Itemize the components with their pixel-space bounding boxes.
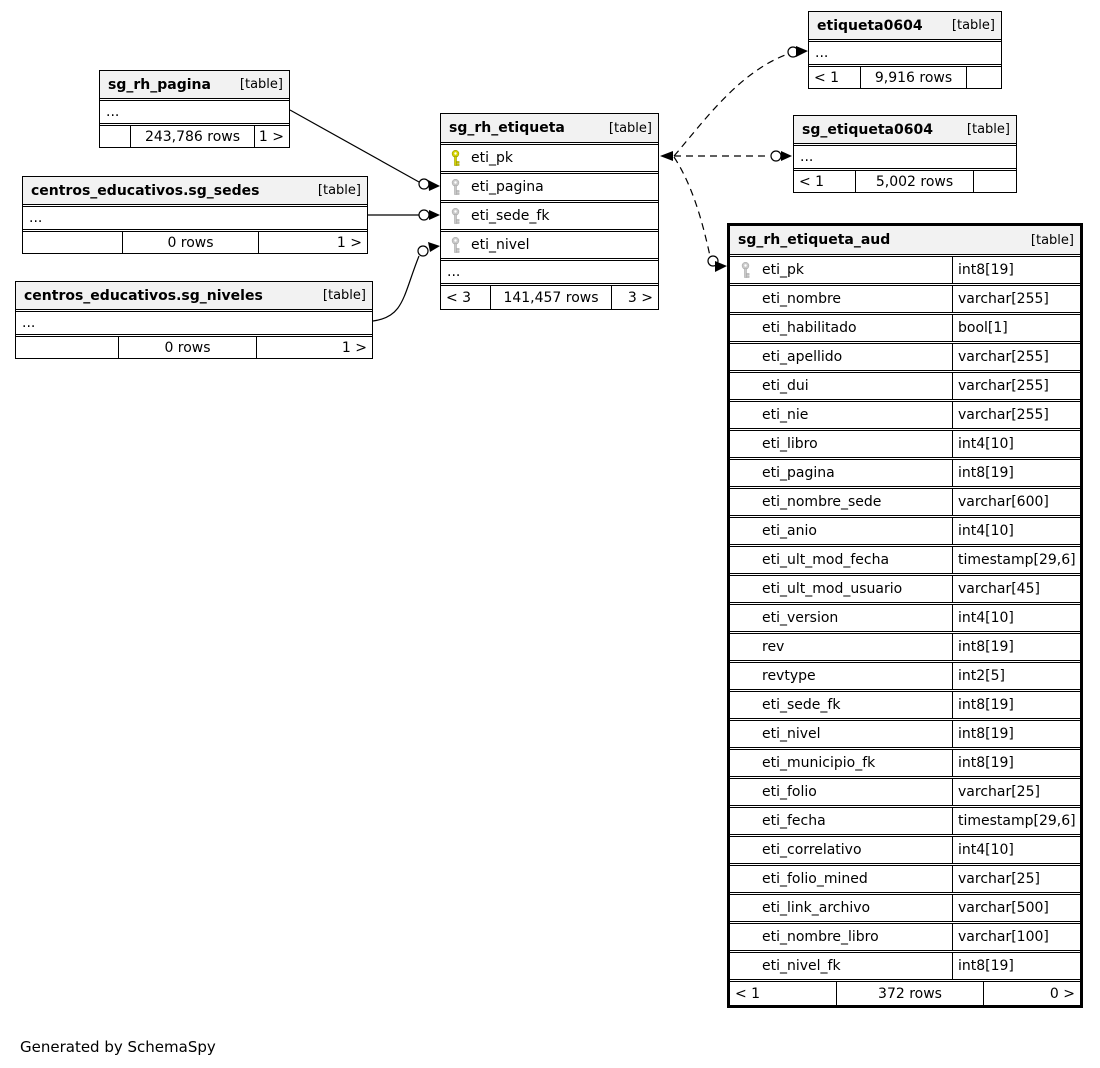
column-type: int8[19] (952, 634, 1080, 660)
footer-rowcount: 243,786 rows (130, 126, 254, 147)
column-type: int4[10] (952, 431, 1080, 457)
column-row[interactable] (730, 312, 1080, 341)
footer-parents: < 1 (735, 985, 761, 1002)
footer-parents: < 1 (799, 173, 825, 190)
table-header[interactable] (16, 282, 372, 309)
column-row[interactable] (441, 229, 658, 258)
table-header[interactable] (441, 114, 658, 142)
column-type: int8[19] (952, 460, 1080, 486)
column-name: eti_pk (471, 150, 513, 166)
column-name: rev (762, 639, 785, 655)
column-type: int8[19] (952, 692, 1080, 718)
table-title: sg_rh_etiqueta_aud (738, 232, 891, 248)
table-header[interactable] (794, 116, 1016, 143)
column-name: revtype (762, 668, 816, 684)
column-name-cell (730, 257, 952, 283)
column-row[interactable] (730, 515, 1080, 544)
column-name: eti_dui (762, 378, 809, 394)
column-row[interactable] (730, 254, 1080, 283)
column-type: timestamp[29,6] (952, 808, 1080, 834)
columns-ellipsis: ... (794, 143, 1016, 168)
column-row[interactable] (730, 805, 1080, 834)
table-node-sg_niveles[interactable] (15, 281, 373, 359)
footer-parents (16, 337, 118, 358)
column-type: varchar[255] (952, 286, 1080, 312)
table-title: sg_rh_pagina (108, 76, 211, 93)
column-row[interactable] (730, 921, 1080, 950)
table-footer (809, 64, 1001, 88)
footer-rowcount: 5,002 rows (855, 171, 973, 192)
column-name: eti_nie (762, 407, 809, 423)
column-name: eti_nivel_fk (762, 958, 841, 974)
column-type: int2[5] (952, 663, 1080, 689)
column-type: varchar[255] (952, 373, 1080, 399)
column-name: eti_nombre_libro (762, 929, 879, 945)
foreign-key-icon (450, 179, 461, 196)
column-row[interactable] (730, 283, 1080, 312)
arrowhead-icon (715, 261, 727, 272)
relation-sedes-etiqueta (368, 210, 440, 220)
footer-parents (23, 232, 122, 253)
columns-ellipsis: ... (16, 309, 372, 334)
table-title: sg_etiqueta0604 (802, 121, 933, 138)
table-header[interactable] (809, 12, 1001, 39)
column-name: eti_pk (762, 262, 804, 278)
arrowhead-icon (428, 180, 440, 191)
column-row[interactable] (730, 370, 1080, 399)
table-badge: [table] (322, 288, 366, 303)
arrowhead-icon (781, 151, 792, 161)
footer-children (966, 67, 1001, 88)
table-node-sg_rh_pagina[interactable] (99, 70, 290, 148)
column-name: eti_nombre_sede (762, 494, 882, 510)
column-name: eti_link_archivo (762, 900, 871, 916)
footer-children: 3 > (611, 286, 658, 309)
column-row[interactable] (730, 689, 1080, 718)
table-footer (441, 283, 658, 309)
footer-children: 1 > (254, 126, 289, 147)
column-row[interactable] (730, 892, 1080, 921)
table-header[interactable] (100, 71, 289, 98)
columns-ellipsis: ... (809, 39, 1001, 64)
cardinality-circle (419, 210, 429, 220)
footer-parents: < 3 (446, 289, 472, 306)
arrowhead-icon (796, 46, 808, 57)
column-row[interactable] (730, 544, 1080, 573)
column-row[interactable] (730, 341, 1080, 370)
columns-ellipsis: ... (23, 204, 367, 229)
column-row[interactable] (730, 718, 1080, 747)
footer-rowcount: 141,457 rows (490, 286, 611, 309)
column-type: varchar[25] (952, 866, 1080, 892)
table-footer (16, 334, 372, 358)
column-type: varchar[255] (952, 344, 1080, 370)
column-type: int8[19] (952, 257, 1080, 283)
column-row[interactable] (441, 200, 658, 229)
column-type: int8[19] (952, 953, 1080, 979)
column-type: int4[10] (952, 837, 1080, 863)
column-name: eti_ult_mod_fecha (762, 552, 890, 568)
table-badge: [table] (239, 77, 283, 92)
relation-niveles-etiqueta (373, 242, 440, 321)
table-badge: [table] (608, 120, 652, 136)
footer-children: 0 > (983, 982, 1080, 1005)
column-row[interactable] (730, 602, 1080, 631)
table-title: etiqueta0604 (817, 17, 923, 34)
columns-ellipsis: ... (441, 258, 658, 283)
table-node-sg_etiqueta0604[interactable] (793, 115, 1017, 193)
footer-children: 1 > (258, 232, 367, 253)
footer-rowcount: 9,916 rows (860, 67, 966, 88)
footer-rowcount: 372 rows (836, 982, 983, 1005)
column-name: eti_version (762, 610, 839, 626)
footer-children: 1 > (256, 337, 372, 358)
column-row[interactable] (730, 399, 1080, 428)
table-title: centros_educativos.sg_niveles (24, 287, 263, 304)
table-badge: [table] (1030, 232, 1074, 248)
column-name: eti_fecha (762, 813, 826, 829)
column-type: varchar[600] (952, 489, 1080, 515)
column-type: int4[10] (952, 518, 1080, 544)
cardinality-circle (418, 246, 428, 256)
column-name: eti_nivel (762, 726, 821, 742)
column-row[interactable] (730, 428, 1080, 457)
column-row[interactable] (441, 142, 658, 171)
primary-key-icon (450, 150, 461, 167)
column-name: eti_folio (762, 784, 817, 800)
table-node-sg_sedes[interactable] (22, 176, 368, 254)
generated-by-note: Generated by SchemaSpy (20, 1038, 216, 1056)
table-badge: [table] (966, 122, 1010, 137)
column-row[interactable] (730, 950, 1080, 979)
column-row[interactable] (730, 486, 1080, 515)
column-row[interactable] (730, 834, 1080, 863)
table-footer (100, 123, 289, 147)
arrowhead-icon (660, 151, 673, 161)
column-type: bool[1] (952, 315, 1080, 341)
column-name: eti_pagina (471, 179, 544, 195)
column-name: eti_habilitado (762, 320, 857, 336)
column-row[interactable] (730, 863, 1080, 892)
column-name: eti_correlativo (762, 842, 862, 858)
table-header[interactable] (23, 177, 367, 204)
column-type: varchar[45] (952, 576, 1080, 602)
table-footer (730, 979, 1080, 1005)
column-row[interactable] (441, 171, 658, 200)
footer-parents (100, 126, 130, 147)
column-name: eti_anio (762, 523, 817, 539)
cardinality-circle (419, 179, 429, 189)
foreign-key-icon (740, 262, 751, 279)
column-name: eti_pagina (762, 465, 835, 481)
table-footer (794, 168, 1016, 192)
column-type: varchar[100] (952, 924, 1080, 950)
column-name: eti_sede_fk (471, 208, 550, 224)
column-row[interactable] (730, 631, 1080, 660)
table-title: centros_educativos.sg_sedes (31, 182, 260, 199)
column-name: eti_municipio_fk (762, 755, 876, 771)
table-title: sg_rh_etiqueta (449, 120, 565, 136)
column-type: varchar[500] (952, 895, 1080, 921)
columns-ellipsis: ... (100, 98, 289, 123)
arrowhead-icon (429, 210, 440, 220)
table-header[interactable] (730, 226, 1080, 254)
table-node-sg_rh_etiqueta[interactable] (440, 113, 659, 310)
column-type: timestamp[29,6] (952, 547, 1080, 573)
column-name: eti_apellido (762, 349, 843, 365)
column-name: eti_sede_fk (762, 697, 841, 713)
arrowhead-icon (428, 242, 440, 252)
column-row[interactable] (730, 776, 1080, 805)
column-name: eti_ult_mod_usuario (762, 581, 903, 597)
footer-parents: < 1 (814, 69, 840, 86)
column-row[interactable] (730, 660, 1080, 689)
column-type: int8[19] (952, 721, 1080, 747)
cardinality-circle (771, 151, 781, 161)
table-node-sg_rh_etiqueta_aud[interactable] (727, 223, 1083, 1008)
column-row[interactable] (730, 747, 1080, 776)
column-type: varchar[25] (952, 779, 1080, 805)
column-name: eti_nombre (762, 291, 842, 307)
column-type: int4[10] (952, 605, 1080, 631)
column-row[interactable] (730, 573, 1080, 602)
column-name: eti_libro (762, 436, 818, 452)
table-node-etiqueta0604[interactable] (808, 11, 1002, 89)
footer-rowcount: 0 rows (122, 232, 258, 253)
footer-rowcount: 0 rows (118, 337, 256, 358)
table-footer (23, 229, 367, 253)
foreign-key-icon (450, 237, 461, 254)
column-type: varchar[255] (952, 402, 1080, 428)
column-row[interactable] (730, 457, 1080, 486)
footer-children (973, 171, 1016, 192)
column-name: eti_folio_mined (762, 871, 868, 887)
table-badge: [table] (951, 18, 995, 33)
foreign-key-icon (450, 208, 461, 225)
column-name: eti_nivel (471, 237, 530, 253)
column-type: int8[19] (952, 750, 1080, 776)
table-badge: [table] (317, 183, 361, 198)
